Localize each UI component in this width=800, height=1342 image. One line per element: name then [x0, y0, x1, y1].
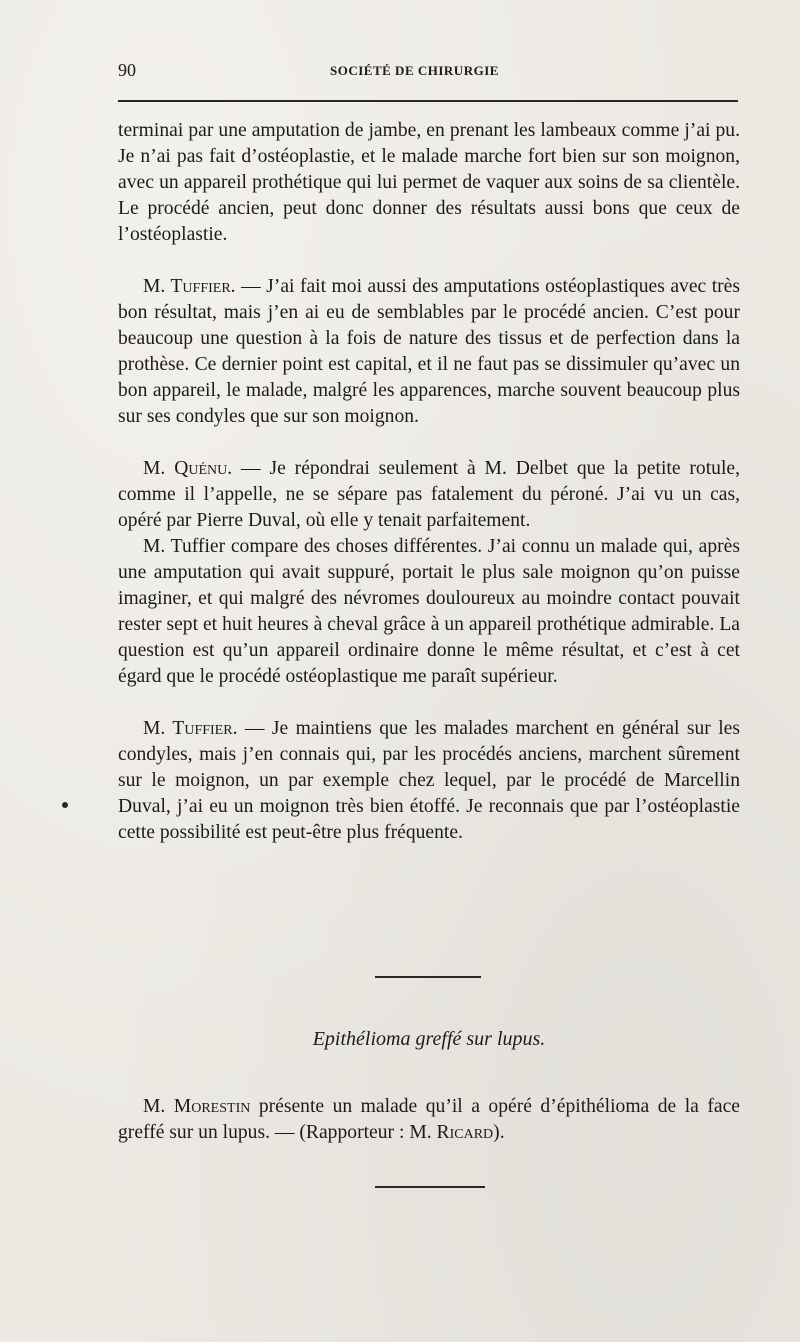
page-number: 90 [118, 60, 136, 80]
paragraph-3 [118, 456, 740, 534]
speaker-morestin: M. Morestin [143, 1096, 251, 1117]
paragraph-6 [118, 1094, 740, 1146]
speaker-tuffier-2: M. Tuffier. [143, 718, 238, 739]
section-title: Epithélioma greffé sur lupus. [312, 1028, 546, 1050]
body-text [118, 118, 740, 846]
page-header [118, 60, 740, 90]
paragraph-2-text: — J’ai fait moi aussi des amputations ostéoplastiques avec très bon résultat, mais j’en ai eu de semblables par le procédé ancien. C’est pour beaucoup une question à la fois de nature des tissus et de perfection dans la prothèse. Ce dernier point est capital, et il ne faut pas se dissimuler qu’avec un bon appareil, le malade, malgré les apparences, marche souvent beaucoup plus sur ses condyles que sur son moignon. [118, 276, 741, 427]
section-divider-top [375, 976, 481, 978]
paragraph-1: terminai par une amputation de jambe, en prenant les lambeaux comme j’ai pu. Je n’ai pas fait d’ostéoplastie, et le malade marche fort bien sur son moignon, avec un appareil prothétique qui lui permet de vaquer aux soins de sa clientèle. Le procédé ancien, peut donc donner des résultats aussi bons que ceux de l’ostéoplastie. [118, 120, 740, 245]
header-rule [118, 100, 738, 102]
paragraph-5-text: — Je maintiens que les malades marchent en général sur les condyles, mais j’en connais qui, par les procédés anciens, marchent sûrement sur le moignon, un par exemple chez lequel, par le procédé de Marcellin Duval, j’ai eu un moignon très bien étoffé. Je reconnais que par l’ostéoplastie cette possibilité est peut-être plus fréquente. [118, 718, 740, 843]
speaker-quenu: M. Quénu. [143, 458, 233, 479]
paragraph-6-text: présente un malade qu’il a opéré d’épithélioma de la face greffé sur un lupus. — (Rapporteur : [118, 1096, 740, 1143]
section-divider-bottom [375, 1186, 485, 1188]
paragraph-6-closing: ). [493, 1122, 505, 1143]
section-body [118, 1094, 740, 1146]
speaker-tuffier: M. Tuffier. [143, 276, 236, 297]
margin-dot [62, 802, 68, 808]
rapporteur-ricard: M. Ricard [409, 1122, 494, 1143]
running-head: SOCIÉTÉ DE CHIRURGIE [330, 63, 499, 78]
paragraph-2 [118, 274, 740, 430]
paragraph-4: M. Tuffier compare des choses différentes. J’ai connu un malade qui, après une amputation qui avait suppuré, portait le plus sale moignon qu’on puisse imaginer, et qui malgré des névromes douloureux au moindre contact pouvait rester sept et huit heures à cheval grâce à un appareil prothétique admirable. La question est qu’un appareil ordinaire donne le même résultat, et c’est à cet égard que le procédé ostéoplastique me paraît supérieur. [118, 536, 740, 687]
paragraph-3-text: — Je répondrai seulement à M. Delbet que la petite rotule, comme il l’appelle, ne se sépare pas fatalement du péroné. J’ai vu un cas, opéré par Pierre Duval, où elle y tenait parfaitement. [118, 458, 741, 531]
paragraph-5 [118, 716, 740, 846]
